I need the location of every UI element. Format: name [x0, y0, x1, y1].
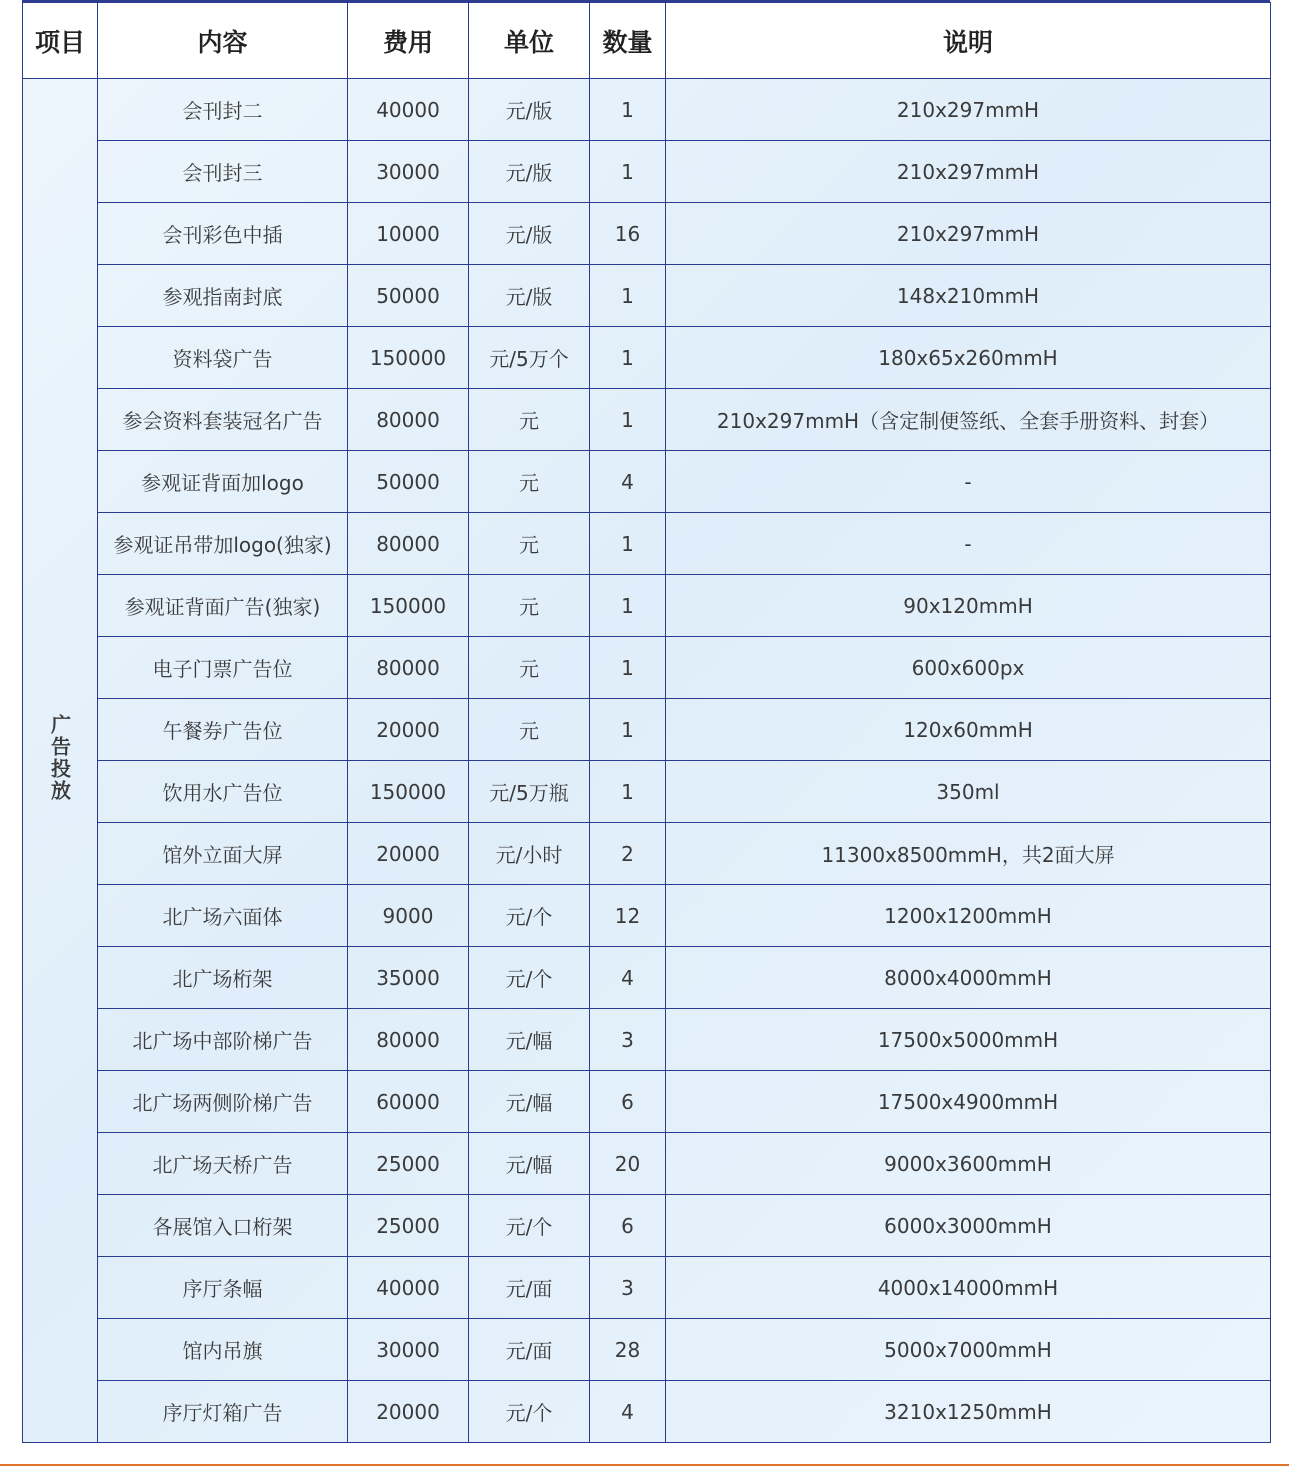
cell-description: 1200x1200mmH [666, 885, 1271, 947]
cell-unit: 元/个 [469, 1195, 590, 1257]
cell-unit: 元/面 [469, 1319, 590, 1381]
cell-unit: 元 [469, 575, 590, 637]
cell-unit: 元/面 [469, 1257, 590, 1319]
cell-description: 210x297mmH（含定制便签纸、全套手册资料、封套） [666, 389, 1271, 451]
cell-quantity: 28 [590, 1319, 666, 1381]
cell-unit: 元/幅 [469, 1133, 590, 1195]
cell-content: 资料袋广告 [98, 327, 348, 389]
cell-description: 9000x3600mmH [666, 1133, 1271, 1195]
cell-unit: 元/幅 [469, 1071, 590, 1133]
cell-unit: 元/5万个 [469, 327, 590, 389]
cell-quantity: 4 [590, 451, 666, 513]
cell-description: 11300x8500mmH，共2面大屏 [666, 823, 1271, 885]
bottom-rule [0, 1464, 1289, 1466]
cell-content: 会刊封三 [98, 141, 348, 203]
cell-quantity: 1 [590, 637, 666, 699]
table-row [23, 513, 1271, 575]
cell-fee: 25000 [348, 1133, 469, 1195]
header-description: 说明 [666, 3, 1271, 79]
cell-unit: 元 [469, 699, 590, 761]
cell-quantity: 6 [590, 1195, 666, 1257]
cell-fee: 9000 [348, 885, 469, 947]
category-cell [23, 79, 98, 1443]
table-row [23, 761, 1271, 823]
table-row [23, 203, 1271, 265]
cell-content: 序厅灯箱广告 [98, 1381, 348, 1443]
cell-content: 北广场六面体 [98, 885, 348, 947]
cell-fee: 50000 [348, 265, 469, 327]
header-row [23, 3, 1271, 79]
table-row [23, 265, 1271, 327]
cell-fee: 30000 [348, 1319, 469, 1381]
cell-fee: 80000 [348, 1009, 469, 1071]
cell-content: 会刊彩色中插 [98, 203, 348, 265]
table-row [23, 451, 1271, 513]
table-row [23, 1319, 1271, 1381]
cell-quantity: 20 [590, 1133, 666, 1195]
cell-fee: 20000 [348, 1381, 469, 1443]
cell-description: 210x297mmH [666, 141, 1271, 203]
cell-description: - [666, 451, 1271, 513]
cell-quantity: 16 [590, 203, 666, 265]
table-row [23, 1195, 1271, 1257]
cell-content: 参观证背面加logo [98, 451, 348, 513]
cell-quantity: 1 [590, 141, 666, 203]
cell-quantity: 2 [590, 823, 666, 885]
cell-quantity: 4 [590, 947, 666, 1009]
table-body [23, 79, 1271, 1443]
cell-description: 6000x3000mmH [666, 1195, 1271, 1257]
table-row [23, 575, 1271, 637]
cell-description: 90x120mmH [666, 575, 1271, 637]
cell-content: 参观证背面广告(独家) [98, 575, 348, 637]
cell-content: 馆内吊旗 [98, 1319, 348, 1381]
advertising-price-table [22, 2, 1271, 1443]
cell-fee: 25000 [348, 1195, 469, 1257]
cell-unit: 元/版 [469, 265, 590, 327]
cell-fee: 40000 [348, 79, 469, 141]
cell-description: 210x297mmH [666, 203, 1271, 265]
cell-description: 3210x1250mmH [666, 1381, 1271, 1443]
cell-content: 饮用水广告位 [98, 761, 348, 823]
cell-fee: 10000 [348, 203, 469, 265]
cell-fee: 80000 [348, 637, 469, 699]
header-fee: 费用 [348, 3, 469, 79]
cell-fee: 60000 [348, 1071, 469, 1133]
cell-fee: 150000 [348, 761, 469, 823]
cell-quantity: 4 [590, 1381, 666, 1443]
cell-unit: 元/幅 [469, 1009, 590, 1071]
cell-description: 17500x5000mmH [666, 1009, 1271, 1071]
table-row [23, 947, 1271, 1009]
cell-description: 4000x14000mmH [666, 1257, 1271, 1319]
table-row [23, 1009, 1271, 1071]
cell-fee: 80000 [348, 513, 469, 575]
cell-quantity: 3 [590, 1257, 666, 1319]
cell-quantity: 6 [590, 1071, 666, 1133]
cell-fee: 50000 [348, 451, 469, 513]
cell-unit: 元/小时 [469, 823, 590, 885]
cell-unit: 元/个 [469, 947, 590, 1009]
cell-description: 600x600px [666, 637, 1271, 699]
cell-content: 各展馆入口桁架 [98, 1195, 348, 1257]
cell-content: 北广场中部阶梯广告 [98, 1009, 348, 1071]
cell-quantity: 1 [590, 761, 666, 823]
cell-description: 148x210mmH [666, 265, 1271, 327]
cell-content: 序厅条幅 [98, 1257, 348, 1319]
cell-unit: 元/版 [469, 203, 590, 265]
cell-unit: 元/版 [469, 79, 590, 141]
cell-fee: 150000 [348, 575, 469, 637]
cell-quantity: 1 [590, 265, 666, 327]
cell-content: 午餐券广告位 [98, 699, 348, 761]
cell-description: - [666, 513, 1271, 575]
cell-quantity: 1 [590, 699, 666, 761]
table-row [23, 79, 1271, 141]
cell-fee: 150000 [348, 327, 469, 389]
cell-quantity: 1 [590, 389, 666, 451]
cell-content: 北广场两侧阶梯广告 [98, 1071, 348, 1133]
header-content: 内容 [98, 3, 348, 79]
table-row [23, 885, 1271, 947]
cell-content: 参会资料套装冠名广告 [98, 389, 348, 451]
header-unit: 单位 [469, 3, 590, 79]
cell-description: 17500x4900mmH [666, 1071, 1271, 1133]
cell-quantity: 1 [590, 79, 666, 141]
cell-unit: 元 [469, 513, 590, 575]
cell-description: 350ml [666, 761, 1271, 823]
cell-description: 5000x7000mmH [666, 1319, 1271, 1381]
table-row [23, 637, 1271, 699]
table-row [23, 699, 1271, 761]
cell-content: 会刊封二 [98, 79, 348, 141]
cell-unit: 元/个 [469, 1381, 590, 1443]
table-row [23, 1257, 1271, 1319]
header-category: 项目 [23, 3, 98, 79]
cell-content: 电子门票广告位 [98, 637, 348, 699]
table-row [23, 327, 1271, 389]
cell-description: 8000x4000mmH [666, 947, 1271, 1009]
cell-fee: 80000 [348, 389, 469, 451]
cell-unit: 元/个 [469, 885, 590, 947]
cell-quantity: 1 [590, 513, 666, 575]
cell-quantity: 1 [590, 575, 666, 637]
cell-unit: 元/版 [469, 141, 590, 203]
cell-content: 参观指南封底 [98, 265, 348, 327]
cell-fee: 20000 [348, 699, 469, 761]
cell-description: 210x297mmH [666, 79, 1271, 141]
cell-unit: 元/5万瓶 [469, 761, 590, 823]
cell-quantity: 1 [590, 327, 666, 389]
table-row [23, 823, 1271, 885]
cell-fee: 35000 [348, 947, 469, 1009]
category-label: 广告投放 [47, 714, 72, 802]
table-row [23, 1071, 1271, 1133]
cell-unit: 元 [469, 451, 590, 513]
cell-fee: 40000 [348, 1257, 469, 1319]
cell-content: 北广场天桥广告 [98, 1133, 348, 1195]
table-row [23, 141, 1271, 203]
cell-fee: 20000 [348, 823, 469, 885]
cell-unit: 元 [469, 637, 590, 699]
cell-content: 参观证吊带加logo(独家) [98, 513, 348, 575]
cell-content: 北广场桁架 [98, 947, 348, 1009]
table-row [23, 1381, 1271, 1443]
cell-quantity: 3 [590, 1009, 666, 1071]
table-row [23, 1133, 1271, 1195]
cell-description: 120x60mmH [666, 699, 1271, 761]
cell-description: 180x65x260mmH [666, 327, 1271, 389]
header-quantity: 数量 [590, 3, 666, 79]
cell-unit: 元 [469, 389, 590, 451]
cell-fee: 30000 [348, 141, 469, 203]
cell-content: 馆外立面大屏 [98, 823, 348, 885]
table-row [23, 389, 1271, 451]
cell-quantity: 12 [590, 885, 666, 947]
